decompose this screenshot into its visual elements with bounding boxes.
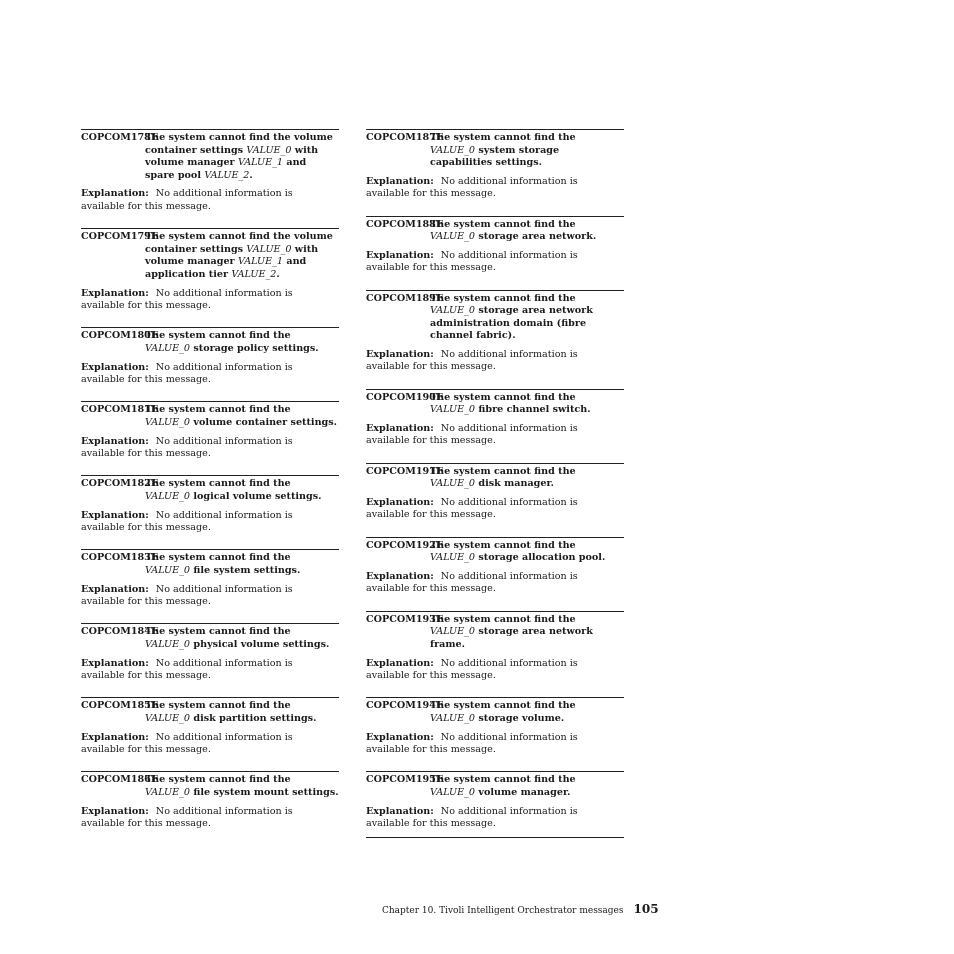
explanation bbox=[81, 362, 339, 387]
explanation-label: Explanation: bbox=[81, 731, 149, 743]
message-title bbox=[430, 132, 624, 170]
message-entry bbox=[81, 771, 339, 830]
message-entry bbox=[81, 129, 339, 213]
title-text: The system cannot find the bbox=[430, 774, 576, 786]
title-text: The system cannot find the bbox=[430, 539, 576, 551]
message-entry bbox=[81, 549, 339, 608]
message-entry bbox=[366, 537, 624, 596]
explanation bbox=[366, 423, 624, 448]
explanation-text: No additional information is available for this message. bbox=[81, 731, 293, 755]
explanation bbox=[81, 806, 339, 831]
explanation-label: Explanation: bbox=[81, 583, 149, 595]
message-code: COPCOM180E bbox=[81, 330, 159, 342]
explanation-text: No additional information is available for this message. bbox=[81, 509, 293, 533]
explanation-label: Explanation: bbox=[81, 509, 149, 521]
message-entry bbox=[366, 771, 624, 830]
explanation bbox=[366, 732, 624, 757]
message-code: COPCOM190E bbox=[366, 391, 444, 403]
explanation-label: Explanation: bbox=[366, 570, 434, 582]
message-code: COPCOM181E bbox=[81, 404, 159, 416]
variable-placeholder: VALUE_0 bbox=[145, 712, 191, 724]
variable-placeholder: VALUE_0 bbox=[430, 478, 476, 490]
message-title bbox=[430, 700, 624, 725]
title-text: The system cannot find the bbox=[430, 292, 576, 304]
variable-placeholder: VALUE_2 bbox=[231, 268, 277, 280]
title-text: volume container settings. bbox=[190, 416, 337, 428]
variable-placeholder: VALUE_0 bbox=[145, 416, 191, 428]
title-text: storage area network. bbox=[475, 231, 597, 243]
message-code: COPCOM195E bbox=[366, 774, 444, 786]
explanation-text: No additional information is available for this message. bbox=[366, 805, 578, 829]
message-header bbox=[81, 132, 339, 182]
explanation-label: Explanation: bbox=[366, 496, 434, 508]
variable-placeholder: VALUE_0 bbox=[430, 712, 476, 724]
variable-placeholder: VALUE_0 bbox=[145, 786, 191, 798]
variable-placeholder: VALUE_0 bbox=[430, 231, 476, 243]
variable-placeholder: VALUE_0 bbox=[430, 404, 476, 416]
right-column bbox=[366, 129, 624, 845]
message-header bbox=[81, 478, 339, 503]
explanation bbox=[366, 571, 624, 596]
message-header bbox=[81, 626, 339, 651]
message-title bbox=[430, 614, 624, 652]
message-code: COPCOM184E bbox=[81, 626, 159, 638]
message-code: COPCOM193E bbox=[366, 613, 444, 625]
variable-placeholder: VALUE_0 bbox=[145, 638, 191, 650]
explanation-text: No additional information is available for this message. bbox=[81, 435, 293, 459]
message-entry bbox=[81, 623, 339, 682]
title-text: fibre channel switch. bbox=[475, 404, 591, 416]
variable-placeholder: VALUE_0 bbox=[430, 305, 476, 317]
explanation-text: No additional information is available for this message. bbox=[366, 657, 578, 681]
message-entry bbox=[366, 697, 624, 756]
explanation-text: No additional information is available for this message. bbox=[366, 249, 578, 274]
title-text: volume manager. bbox=[475, 786, 571, 798]
title-text: The system cannot find the bbox=[145, 626, 291, 638]
title-text: disk manager. bbox=[475, 478, 555, 490]
title-text: disk partition settings. bbox=[190, 712, 317, 724]
message-header bbox=[366, 466, 624, 491]
explanation-label: Explanation: bbox=[81, 657, 149, 669]
title-text: The system cannot find the bbox=[145, 774, 291, 786]
message-title bbox=[430, 293, 624, 343]
explanation-text: No additional information is available for this message. bbox=[81, 361, 293, 385]
message-title bbox=[430, 540, 624, 565]
explanation bbox=[366, 497, 624, 522]
variable-placeholder: VALUE_0 bbox=[430, 786, 476, 798]
title-text: with volume manager bbox=[145, 144, 319, 169]
explanation bbox=[81, 188, 339, 213]
variable-placeholder: VALUE_0 bbox=[246, 144, 292, 156]
message-entry bbox=[366, 216, 624, 275]
title-text: The system cannot find the bbox=[145, 404, 291, 416]
message-title bbox=[145, 626, 339, 651]
title-text: The system cannot find the bbox=[430, 465, 576, 477]
explanation bbox=[81, 436, 339, 461]
message-header bbox=[81, 700, 339, 725]
variable-placeholder: VALUE_1 bbox=[237, 157, 284, 169]
explanation bbox=[366, 250, 624, 275]
title-text: file system mount settings. bbox=[190, 786, 339, 798]
explanation-label: Explanation: bbox=[81, 361, 149, 373]
message-entry bbox=[81, 475, 339, 534]
message-title bbox=[145, 700, 339, 725]
explanation-label: Explanation: bbox=[366, 805, 434, 817]
message-entry bbox=[366, 389, 624, 448]
explanation bbox=[366, 658, 624, 683]
message-title bbox=[430, 466, 624, 491]
title-text: The system cannot find the volume container settings bbox=[145, 231, 333, 255]
explanation-text: No additional information is available for this message. bbox=[81, 287, 293, 311]
message-header bbox=[366, 540, 624, 565]
title-text: The system cannot find the bbox=[430, 218, 576, 230]
message-header bbox=[81, 330, 339, 355]
variable-placeholder: VALUE_0 bbox=[246, 243, 292, 255]
message-header bbox=[366, 293, 624, 343]
variable-placeholder: VALUE_0 bbox=[145, 564, 191, 576]
title-text: . bbox=[249, 169, 253, 181]
message-entry bbox=[366, 611, 624, 683]
explanation-text: No additional information is available for this message. bbox=[81, 805, 293, 829]
message-header bbox=[366, 614, 624, 652]
title-text: The system cannot find the bbox=[145, 700, 291, 712]
explanation bbox=[81, 510, 339, 535]
explanation bbox=[81, 288, 339, 313]
variable-placeholder: VALUE_0 bbox=[145, 490, 191, 502]
message-title bbox=[145, 330, 339, 355]
left-column bbox=[81, 129, 339, 845]
page-footer bbox=[382, 902, 659, 918]
message-code: COPCOM189E bbox=[366, 292, 444, 304]
message-title bbox=[145, 478, 339, 503]
message-code: COPCOM178E bbox=[81, 132, 159, 143]
message-header bbox=[81, 404, 339, 429]
message-entry bbox=[366, 129, 624, 201]
variable-placeholder: VALUE_0 bbox=[430, 552, 476, 564]
explanation-text: No additional information is available for this message. bbox=[81, 188, 293, 212]
explanation-text: No additional information is available for this message. bbox=[366, 496, 578, 521]
explanation-text: No additional information is available for this message. bbox=[366, 175, 578, 200]
explanation bbox=[81, 732, 339, 757]
message-code: COPCOM186E bbox=[81, 774, 159, 786]
message-entry bbox=[81, 327, 339, 386]
explanation-text: No additional information is available for this message. bbox=[366, 348, 578, 373]
explanation-label: Explanation: bbox=[366, 657, 434, 669]
message-code: COPCOM183E bbox=[81, 552, 159, 564]
title-text: file system settings. bbox=[190, 564, 301, 576]
message-header bbox=[366, 132, 624, 170]
title-text: The system cannot find the bbox=[430, 613, 576, 625]
title-text: The system cannot find the bbox=[430, 391, 576, 403]
variable-placeholder: VALUE_0 bbox=[430, 144, 476, 156]
explanation-label: Explanation: bbox=[366, 422, 434, 434]
explanation-label: Explanation: bbox=[81, 287, 149, 299]
title-text: and spare pool bbox=[145, 157, 307, 181]
variable-placeholder: VALUE_1 bbox=[237, 256, 284, 268]
explanation-text: No additional information is available for this message. bbox=[366, 731, 578, 755]
explanation-text: No additional information is available for this message. bbox=[81, 583, 293, 607]
message-header bbox=[366, 774, 624, 799]
message-code: COPCOM192E bbox=[366, 539, 444, 551]
explanation bbox=[366, 349, 624, 374]
title-text: physical volume settings. bbox=[190, 638, 330, 650]
title-text: The system cannot find the bbox=[145, 478, 291, 490]
variable-placeholder: VALUE_0 bbox=[145, 342, 191, 354]
message-title bbox=[145, 552, 339, 577]
message-header bbox=[81, 552, 339, 577]
title-text: logical volume settings. bbox=[190, 490, 322, 502]
message-title bbox=[145, 774, 339, 799]
message-code: COPCOM188E bbox=[366, 218, 444, 230]
message-entry bbox=[366, 463, 624, 522]
message-title bbox=[430, 774, 624, 799]
message-header bbox=[366, 700, 624, 725]
title-text: The system cannot find the bbox=[145, 330, 291, 342]
message-code: COPCOM182E bbox=[81, 478, 159, 490]
message-header bbox=[81, 774, 339, 799]
title-text: The system cannot find the bbox=[430, 700, 576, 712]
explanation-text: No additional information is available for this message. bbox=[366, 422, 578, 447]
message-entry bbox=[81, 697, 339, 756]
title-text: . bbox=[276, 268, 280, 280]
explanation bbox=[81, 658, 339, 683]
explanation bbox=[366, 176, 624, 201]
title-text: system storage capabilities settings. bbox=[430, 144, 560, 169]
explanation-label: Explanation: bbox=[366, 348, 434, 360]
title-text: with volume manager bbox=[145, 243, 319, 268]
explanation-label: Explanation: bbox=[81, 805, 149, 817]
message-title bbox=[145, 132, 339, 182]
explanation bbox=[366, 806, 624, 831]
explanation bbox=[81, 584, 339, 609]
explanation-text: No additional information is available for this message. bbox=[81, 657, 293, 681]
message-code: COPCOM191E bbox=[366, 465, 444, 477]
title-text: storage volume. bbox=[475, 712, 565, 724]
explanation-label: Explanation: bbox=[366, 249, 434, 261]
message-entry bbox=[81, 228, 339, 312]
message-entry bbox=[366, 290, 624, 374]
message-code: COPCOM194E bbox=[366, 700, 444, 712]
title-text: storage policy settings. bbox=[190, 342, 319, 354]
explanation-label: Explanation: bbox=[81, 188, 149, 200]
page-number: 105 bbox=[633, 902, 659, 916]
explanation-label: Explanation: bbox=[366, 731, 434, 743]
explanation-label: Explanation: bbox=[366, 175, 434, 187]
footer-chapter: Chapter 10. Tivoli Intelligent Orchestrator messages bbox=[382, 906, 624, 916]
title-text: storage area network frame. bbox=[430, 626, 593, 650]
message-header bbox=[366, 392, 624, 417]
message-header bbox=[366, 219, 624, 244]
explanation-label: Explanation: bbox=[81, 435, 149, 447]
variable-placeholder: VALUE_2 bbox=[204, 169, 250, 181]
explanation-text: No additional information is available for this message. bbox=[366, 570, 578, 595]
end-rule bbox=[366, 837, 624, 838]
title-text: storage area network administration domain (fibre channel fabric). bbox=[430, 305, 593, 342]
message-entry bbox=[81, 401, 339, 460]
message-title bbox=[145, 231, 339, 281]
title-text: The system cannot find the bbox=[145, 552, 291, 564]
message-title bbox=[145, 404, 339, 429]
message-code: COPCOM185E bbox=[81, 700, 159, 712]
title-text: storage allocation pool. bbox=[475, 552, 606, 564]
variable-placeholder: VALUE_0 bbox=[430, 626, 476, 638]
title-text: and application tier bbox=[145, 256, 307, 280]
message-title bbox=[430, 392, 624, 417]
message-title bbox=[430, 219, 624, 244]
title-text: The system cannot find the volume container settings bbox=[145, 132, 333, 156]
title-text: The system cannot find the bbox=[430, 132, 576, 143]
message-code: COPCOM187E bbox=[366, 132, 444, 143]
message-header bbox=[81, 231, 339, 281]
message-code: COPCOM179E bbox=[81, 231, 159, 243]
